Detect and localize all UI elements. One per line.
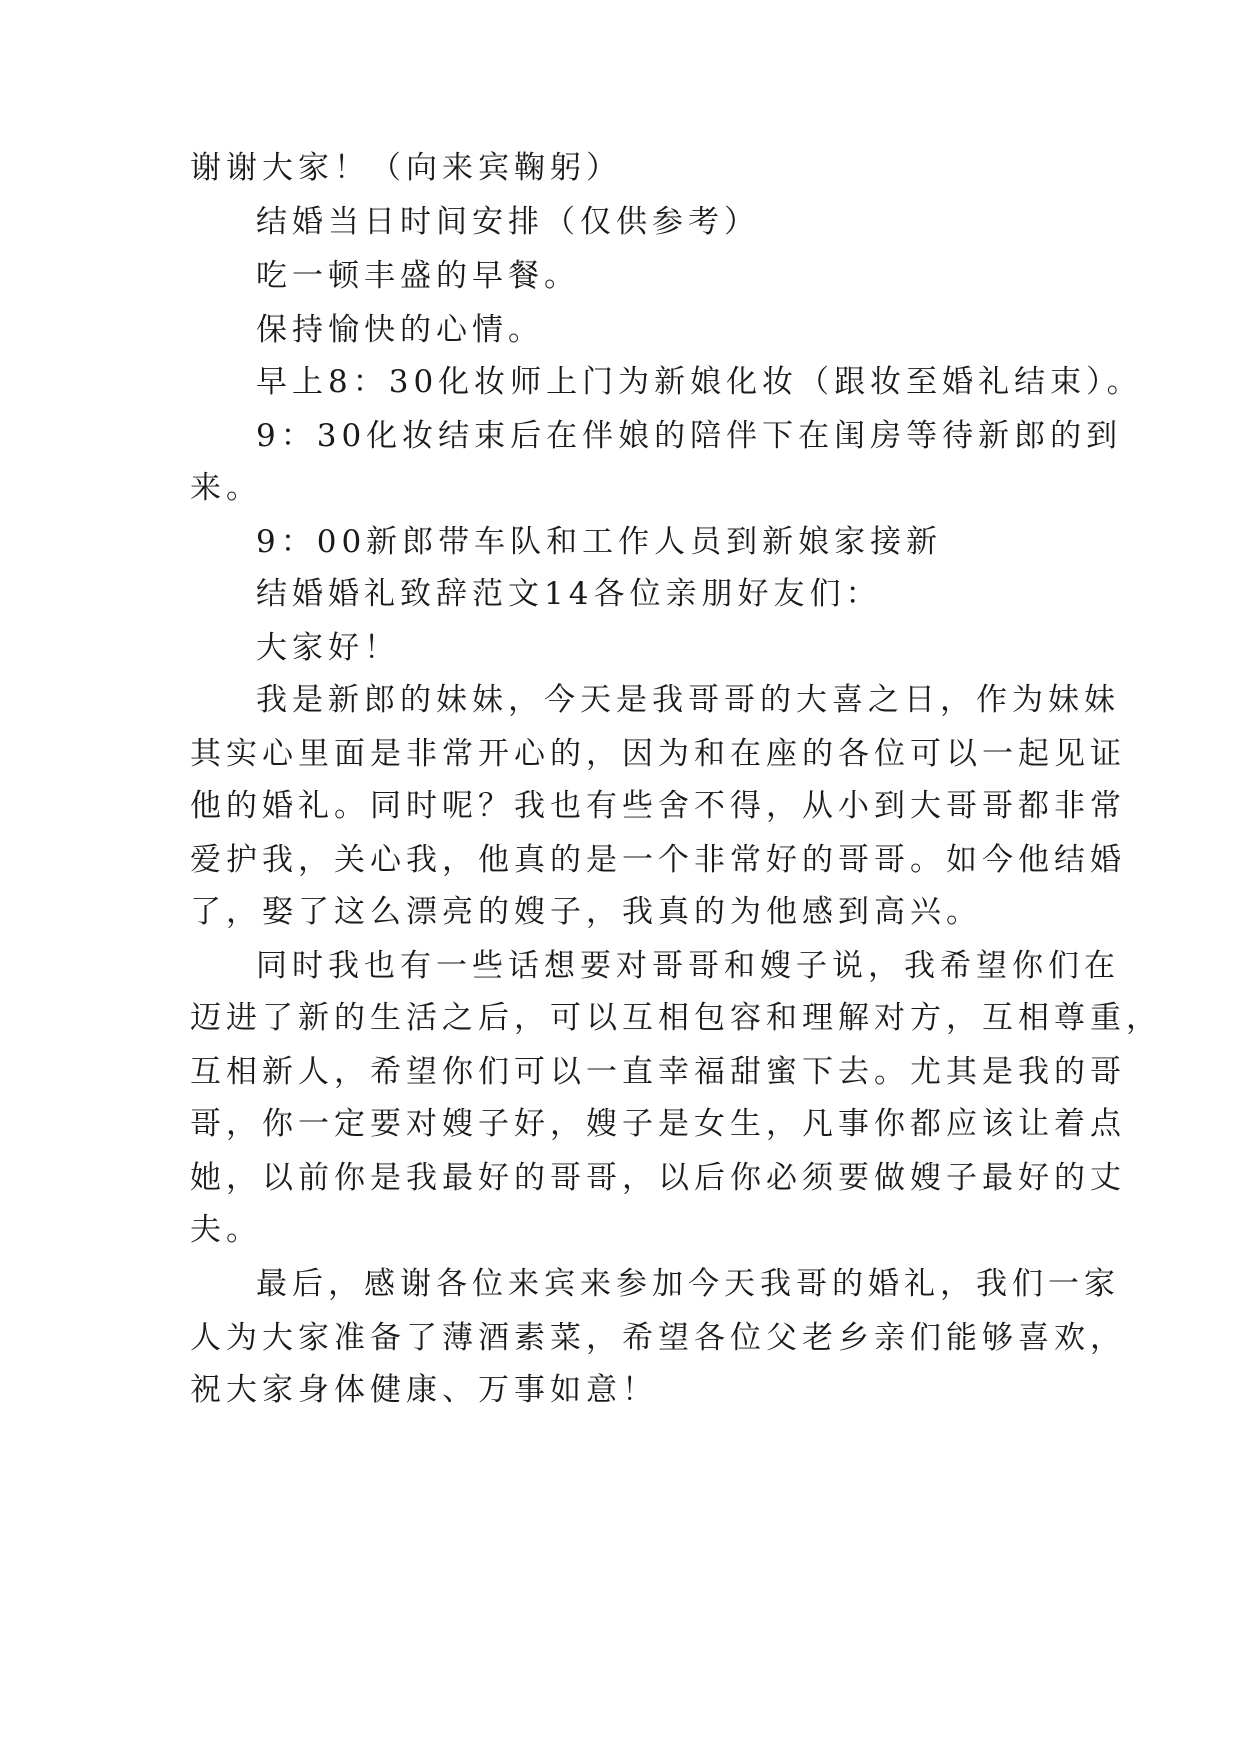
text-line: 其实心里面是非常开心的，因为和在座的各位可以一起见证 [190, 736, 1126, 772]
text-line: 同时我也有一些话想要对哥哥和嫂子说，我希望你们在 [256, 948, 1120, 984]
text-line: 爱护我，关心我，他真的是一个非常好的哥哥。如今他结婚 [190, 842, 1126, 878]
text-line: 大家好！ [256, 630, 400, 666]
text-line: 夫。 [190, 1212, 262, 1248]
text-line: 9：30化妆结束后在伴娘的陪伴下在闺房等待新郎的到 [256, 418, 1123, 454]
text-line: 来。 [190, 470, 262, 506]
text-line: 结婚婚礼致辞范文14各位亲朋好友们： [256, 576, 882, 612]
text-line: 迈进了新的生活之后，可以互相包容和理解对方，互相尊重， [190, 1000, 1162, 1036]
text-line: 人为大家准备了薄酒素菜，希望各位父老乡亲们能够喜欢， [190, 1320, 1126, 1356]
text-line: 了，娶了这么漂亮的嫂子，我真的为他感到高兴。 [190, 894, 982, 930]
text-line: 他的婚礼。同时呢？我也有些舍不得，从小到大哥哥都非常 [190, 788, 1126, 824]
text-line: 9：00新郎带车队和工作人员到新娘家接新 [256, 524, 943, 560]
text-line: 吃一顿丰盛的早餐。 [256, 258, 580, 294]
text-line: 结婚当日时间安排（仅供参考） [256, 204, 760, 240]
text-line: 我是新郎的妹妹，今天是我哥哥的大喜之日，作为妹妹 [256, 682, 1120, 718]
text-line: 保持愉快的心情。 [256, 312, 544, 348]
text-line: 最后，感谢各位来宾来参加今天我哥的婚礼，我们一家 [256, 1266, 1120, 1302]
text-line: 祝大家身体健康、万事如意！ [190, 1372, 658, 1408]
text-line: 哥，你一定要对嫂子好，嫂子是女生，凡事你都应该让着点 [190, 1106, 1126, 1142]
text-line: 她，以前你是我最好的哥哥，以后你必须要做嫂子最好的丈 [190, 1160, 1126, 1196]
text-line: 谢谢大家！（向来宾鞠躬） [190, 150, 622, 186]
text-line: 互相新人，希望你们可以一直幸福甜蜜下去。尤其是我的哥 [190, 1054, 1126, 1090]
text-line: 早上8：30化妆师上门为新娘化妆（跟妆至婚礼结束）。 [256, 364, 1143, 400]
